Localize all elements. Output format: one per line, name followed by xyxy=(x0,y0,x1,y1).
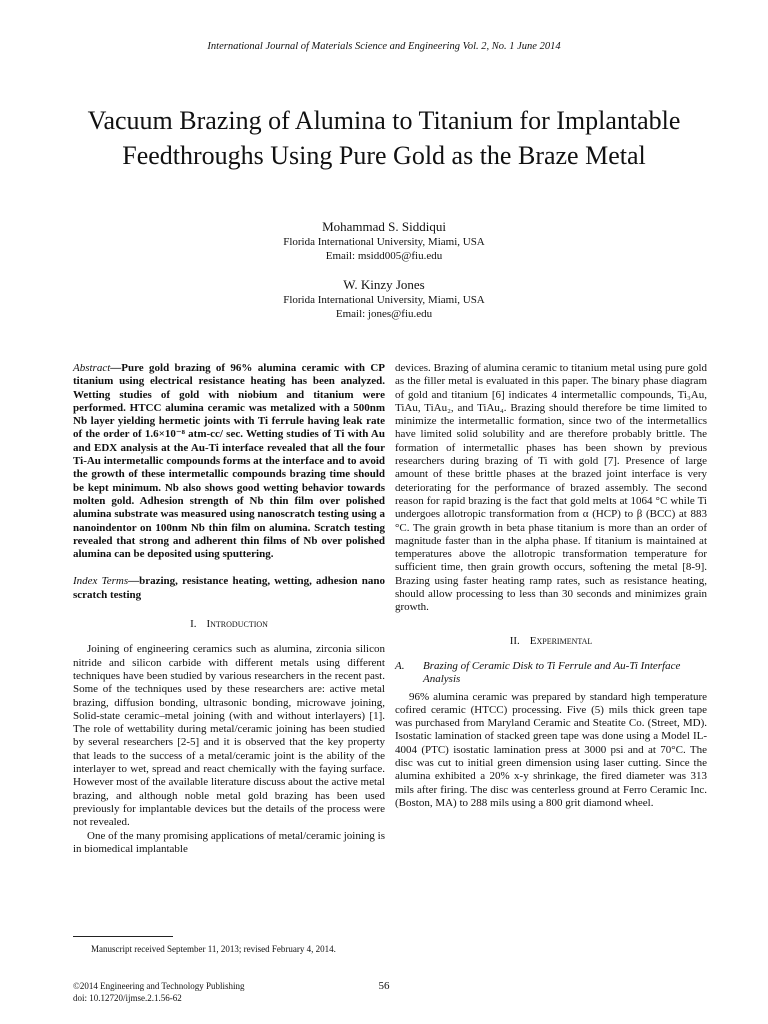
abstract-label: Abstract xyxy=(73,362,111,374)
author-email: Email: msidd005@fiu.edu xyxy=(325,250,443,262)
section-number: I. xyxy=(190,618,197,631)
author-name: Mohammad S. Siddiqui xyxy=(322,219,446,234)
section-title: Experimental xyxy=(529,634,593,647)
abstract-text: —Pure gold brazing of 96% alumina ceramic with CP titanium using electrical resistance heating has been analyzed. Wetting studies of gold with niobium and titanium were performed. HTCC alumina ceramic was metalized with a 500nm Nb layer yielding hermetic joints with Ti ferrule having leak rate of the order of 1.6×10⁻⁸ atm-cc/ sec. Wetting studies of Ti with Au and EDX analysis at the Au-Ti interface revealed that all the four Ti-Au intermetallic compounds forms at the interface and to avoid the growth of these intermetallic compounds brazing time should be kept minimum. Nb also shows good wetting behavior towards molten gold. Adhesion strength of Nb thin film over polished alumina substrate was measured using nanoscratch testing using a nanoindentor on 100nm Nb thin film on alumina. Scratch testing revealed that strong and adherent thin films of Nb over polished alumina can be deposited using sputtering. xyxy=(73,362,385,561)
section-title: Introduction xyxy=(206,618,268,631)
experimental-paragraph: 96% alumina ceramic was prepared by standard high temperature cofired ceramic (HTCC) processing. Five (5) mils thick green tape was purchased from Maryland Ceramic and Steatite Co. (Street, MD). Isostatic lamination of stacked green tape was done using a Model IL-4004 (PTC) isostatic lamination press at 3000 psi and at 70°C. The disc was cut to initial green dimension using laser cutting. Since the alumina exhibited a 20% x-y shrinkage, the fired diameter was 313 mils after firing. The disc was centerless ground at Ferro Ceramic Inc. (Boston, MA) to 288 mils using a 800 grit diamond wheel. xyxy=(395,690,707,809)
abstract xyxy=(73,362,385,561)
author-block xyxy=(0,219,768,263)
footnote: Manuscript received September 11, 2013; revised February 4, 2014. xyxy=(91,944,336,954)
intro-paragraph-continued: devices. Brazing of alumina ceramic to titanium metal using pure gold as the filler metal is evaluated in this paper. The binary phase diagram of gold and titanium [6] indicates 4 intermetallic compounds, Ti₃Au, TiAu, TiAu₂, and TiAu₄. Brazing should therefore be time limited to minimize the intermetallic formation, since two of the intermetallics have limited solid solubility and are therefore probably brittle. The formation of intermetallic phases has been shown by previous researchers during brazing of Ti with gold [7]. Presence of large amount of these brittle phases at the brazed joint interface is very deteriorating for the performance of brazed assembly. The second reason for rapid brazing is the fact that gold melts at 1064 °C while Ti undergoes allotropic transformation from α (HCP) to β (BCC) at 883 °C. The grain growth in beta phase titanium is more than an order of magnitude faster than in the alpha phase. If titanium is maintained at temperatures above the allotropic transformation temperature for sufficient time, then grain growth occurs, softening the metal [8-9]. Brazing using faster heating ramp rates, such as resistance heating, should allow processing to less than 30 seconds and minimizes grain growth. xyxy=(395,362,707,614)
index-terms-label: Index Terms xyxy=(73,575,129,588)
doi: doi: 10.12720/ijmse.2.1.56-62 xyxy=(73,993,182,1003)
author-name: W. Kinzy Jones xyxy=(343,277,425,292)
journal-header: International Journal of Materials Science and Engineering Vol. 2, No. 1 June 2014 xyxy=(207,41,561,52)
subsection-heading xyxy=(395,660,707,687)
author-affiliation: Florida International University, Miami, USA xyxy=(283,236,485,248)
intro-paragraph: Joining of engineering ceramics such as alumina, zirconia silicon nitride and silicon carbide with different metals using different techniques have been studied by various researchers in the recent past. Some of the techniques used by these researchers are: active metal brazing, diffusion bonding, ultrasonic bonding, microwave joining, Solid-state ceramic–metal joining (with and without interlayers) [1]. The role of wettability during metal/ceramic joining has been studied by several researchers [2-5] and it is observed that the key property that leads to the success of a metal/ceramic joint is the ability of the interlayer to wet, spread and react chemically with the faying surface. However most of the available literature discuss about the active metal brazing, and although noble metal gold brazing has been used previously for implantable devices but the details of the process were not revealed. xyxy=(73,643,385,829)
intro-paragraph: One of the many promising applications of metal/ceramic joining is in biomedical implantable xyxy=(73,829,385,855)
author-email: Email: jones@fiu.edu xyxy=(335,308,433,320)
index-terms xyxy=(73,575,385,602)
author-list xyxy=(0,219,768,335)
section-heading-introduction xyxy=(73,618,385,631)
section-heading-experimental xyxy=(395,635,707,648)
copyright: ©2014 Engineering and Technology Publishing xyxy=(73,981,245,991)
section-number: II. xyxy=(509,634,520,647)
page-number: 56 xyxy=(378,980,390,992)
subsection-title: Brazing of Ceramic Disk to Ti Ferrule and Au-Ti Interface Analysis xyxy=(423,659,681,686)
footnote-divider xyxy=(73,936,173,937)
right-column xyxy=(395,362,707,810)
index-terms-text: —brazing, resistance heating, wetting, adhesion nano scratch testing xyxy=(73,575,385,601)
author-block xyxy=(0,277,768,321)
author-affiliation: Florida International University, Miami, USA xyxy=(283,294,485,306)
left-column xyxy=(73,362,385,856)
subsection-letter: A. xyxy=(395,659,405,672)
paper-title: Vacuum Brazing of Alumina to Titanium for Implantable Feedthroughs Using Pure Gold as the Braze Metal xyxy=(87,106,681,170)
